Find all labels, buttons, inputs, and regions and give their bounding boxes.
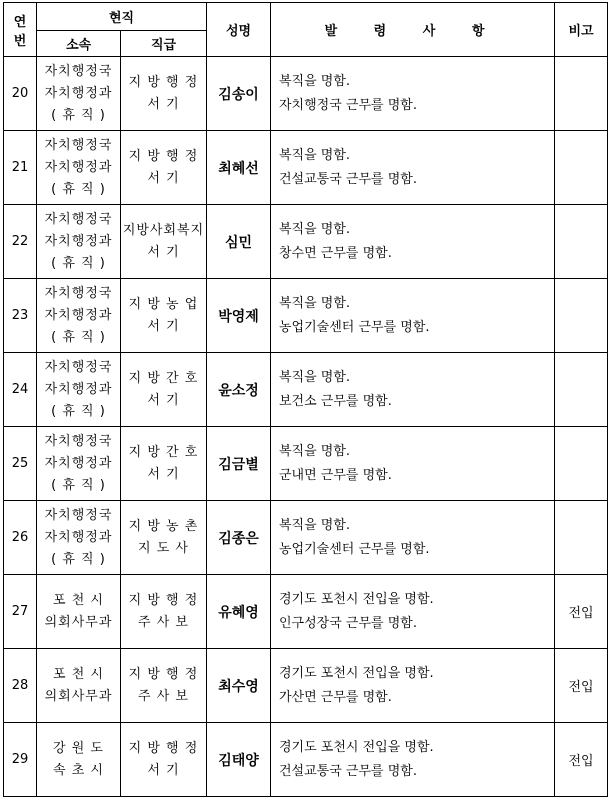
name-cell: 김금별: [207, 427, 271, 501]
note-cell: 전입: [555, 649, 608, 723]
note-cell: [555, 57, 608, 131]
rank-cell: [121, 649, 207, 723]
seq-cell: 26: [4, 501, 37, 575]
name-cell: 김태양: [207, 723, 271, 797]
affiliation-line: ( 휴 직 ): [51, 181, 106, 197]
rank-cell: [121, 353, 207, 427]
affiliation-line: 자치행정국: [44, 507, 113, 523]
order-line: 농업기술센터 근무를 명함.: [279, 319, 430, 335]
note-cell: 전입: [555, 723, 608, 797]
rank-header: 직급: [121, 31, 207, 57]
order-line: 복직을 명함.: [279, 295, 351, 311]
order-cell: [271, 575, 555, 649]
seq-cell: 28: [4, 649, 37, 723]
affiliation-line: 자치행정과: [44, 85, 113, 101]
affiliation-line: ( 휴 직 ): [51, 329, 106, 345]
name-cell: 김송이: [207, 57, 271, 131]
seq-cell: 27: [4, 575, 37, 649]
seq-cell: 29: [4, 723, 37, 797]
rank-line: 지 도 사: [138, 540, 189, 556]
seq-header-bottom: 번: [13, 33, 27, 49]
rank-cell: [121, 501, 207, 575]
name-cell: 최혜선: [207, 131, 271, 205]
affiliation-cell: [37, 131, 121, 205]
rank-line: 지 방 행 정: [128, 592, 199, 608]
order-line: 보건소 근무를 명함.: [279, 393, 392, 409]
rank-line: 주 사 보: [138, 614, 189, 630]
rank-line: 지 방 간 호: [128, 370, 199, 386]
table-row: [4, 205, 608, 279]
affiliation-line: 자치행정과: [44, 455, 113, 471]
affiliation-header: 소속: [37, 31, 121, 57]
rank-cell: [121, 279, 207, 353]
order-cell: [271, 279, 555, 353]
note-header: 비고: [555, 3, 608, 57]
order-line: 농업기술센터 근무를 명함.: [279, 541, 430, 557]
affiliation-line: 자치행정과: [44, 159, 113, 175]
order-line: 건설교통국 근무를 명함.: [279, 171, 417, 187]
name-cell: 심민: [207, 205, 271, 279]
rank-cell: [121, 427, 207, 501]
order-line: 건설교통국 근무를 명함.: [279, 763, 417, 779]
rank-line: 지 방 농 촌: [128, 518, 199, 534]
table-row: [4, 649, 608, 723]
name-header: 성명: [207, 3, 271, 57]
seq-cell: 24: [4, 353, 37, 427]
affiliation-line: 포 천 시: [53, 666, 104, 682]
affiliation-line: ( 휴 직 ): [51, 403, 106, 419]
rank-cell: [121, 205, 207, 279]
order-line: 경기도 포천시 전입을 명함.: [279, 665, 434, 681]
table-row: [4, 57, 608, 131]
note-cell: [555, 353, 608, 427]
seq-cell: 22: [4, 205, 37, 279]
affiliation-line: 자치행정과: [44, 381, 113, 397]
order-cell: [271, 131, 555, 205]
affiliation-line: 자치행정과: [44, 307, 113, 323]
current-position-header: 현직: [37, 3, 207, 31]
table-row: [4, 353, 608, 427]
affiliation-cell: [37, 205, 121, 279]
table-row: [4, 575, 608, 649]
note-cell: 전입: [555, 575, 608, 649]
order-line: 복직을 명함.: [279, 443, 351, 459]
affiliation-line: 자치행정과: [44, 529, 113, 545]
affiliation-cell: [37, 427, 121, 501]
note-cell: [555, 131, 608, 205]
order-line: 복직을 명함.: [279, 517, 351, 533]
order-cell: [271, 649, 555, 723]
affiliation-line: 의회사무과: [44, 688, 113, 704]
name-cell: 최수영: [207, 649, 271, 723]
seq-cell: 20: [4, 57, 37, 131]
affiliation-cell: [37, 501, 121, 575]
order-line: 복직을 명함.: [279, 221, 351, 237]
rank-line: 지 방 행 정: [128, 148, 199, 164]
seq-cell: 23: [4, 279, 37, 353]
rank-line: 서 기: [147, 318, 180, 334]
order-cell: [271, 427, 555, 501]
note-cell: [555, 205, 608, 279]
table-row: [4, 427, 608, 501]
affiliation-cell: [37, 353, 121, 427]
rank-line: 주 사 보: [138, 688, 189, 704]
order-line: 복직을 명함.: [279, 147, 351, 163]
table-row: [4, 279, 608, 353]
order-line: 경기도 포천시 전입을 명함.: [279, 591, 434, 607]
rank-line: 지 방 행 정: [128, 74, 199, 90]
rank-line: 지방사회복지: [122, 222, 205, 238]
affiliation-line: 자치행정국: [44, 285, 113, 301]
rank-cell: [121, 131, 207, 205]
name-cell: 박영제: [207, 279, 271, 353]
order-line: 창수면 근무를 명함.: [279, 245, 392, 261]
table-row: [4, 723, 608, 797]
order-cell: [271, 353, 555, 427]
rank-cell: [121, 723, 207, 797]
rank-cell: [121, 575, 207, 649]
name-cell: 윤소정: [207, 353, 271, 427]
affiliation-cell: [37, 279, 121, 353]
table-body: [4, 57, 608, 797]
rank-line: 지 방 농 업: [128, 296, 199, 312]
table-header: [4, 3, 608, 57]
affiliation-cell: [37, 649, 121, 723]
affiliation-line: ( 휴 직 ): [51, 477, 106, 493]
affiliation-line: ( 휴 직 ): [51, 551, 106, 567]
affiliation-line: 의회사무과: [44, 614, 113, 630]
rank-line: 서 기: [147, 244, 180, 260]
affiliation-line: ( 휴 직 ): [51, 107, 106, 123]
order-header-label: 발 령 사 항: [324, 24, 501, 39]
seq-header: [4, 3, 37, 57]
order-line: 복직을 명함.: [279, 369, 351, 385]
name-cell: 유혜영: [207, 575, 271, 649]
note-cell: [555, 279, 608, 353]
order-line: 가산면 근무를 명함.: [279, 689, 392, 705]
affiliation-line: 자치행정국: [44, 137, 113, 153]
rank-line: 서 기: [147, 466, 180, 482]
order-line: 복직을 명함.: [279, 73, 351, 89]
affiliation-line: 자치행정국: [44, 359, 113, 375]
order-line: 경기도 포천시 전입을 명함.: [279, 739, 434, 755]
affiliation-cell: [37, 723, 121, 797]
affiliation-line: 자치행정국: [44, 433, 113, 449]
affiliation-line: 포 천 시: [53, 592, 104, 608]
note-cell: [555, 427, 608, 501]
personnel-order-table: [3, 2, 608, 797]
order-line: 자치행정국 근무를 명함.: [279, 97, 417, 113]
affiliation-line: 자치행정국: [44, 63, 113, 79]
rank-line: 서 기: [147, 762, 180, 778]
rank-cell: [121, 57, 207, 131]
order-header: [271, 3, 555, 57]
order-line: 군내면 근무를 명함.: [279, 467, 392, 483]
affiliation-line: ( 휴 직 ): [51, 255, 106, 271]
affiliation-line: 속 초 시: [53, 762, 104, 778]
order-cell: [271, 723, 555, 797]
rank-line: 서 기: [147, 96, 180, 112]
table-row: [4, 501, 608, 575]
seq-header-top: 연: [13, 14, 27, 30]
affiliation-cell: [37, 57, 121, 131]
order-cell: [271, 501, 555, 575]
rank-line: 지 방 간 호: [128, 444, 199, 460]
rank-line: 지 방 행 정: [128, 740, 199, 756]
rank-line: 지 방 행 정: [128, 666, 199, 682]
seq-cell: 21: [4, 131, 37, 205]
order-line: 인구성장국 근무를 명함.: [279, 615, 417, 631]
affiliation-line: 자치행정과: [44, 233, 113, 249]
seq-cell: 25: [4, 427, 37, 501]
name-cell: 김종은: [207, 501, 271, 575]
table-row: [4, 131, 608, 205]
rank-line: 서 기: [147, 392, 180, 408]
rank-line: 서 기: [147, 170, 180, 186]
order-cell: [271, 57, 555, 131]
note-cell: [555, 501, 608, 575]
affiliation-cell: [37, 575, 121, 649]
affiliation-line: 자치행정국: [44, 211, 113, 227]
order-cell: [271, 205, 555, 279]
affiliation-line: 강 원 도: [53, 740, 104, 756]
